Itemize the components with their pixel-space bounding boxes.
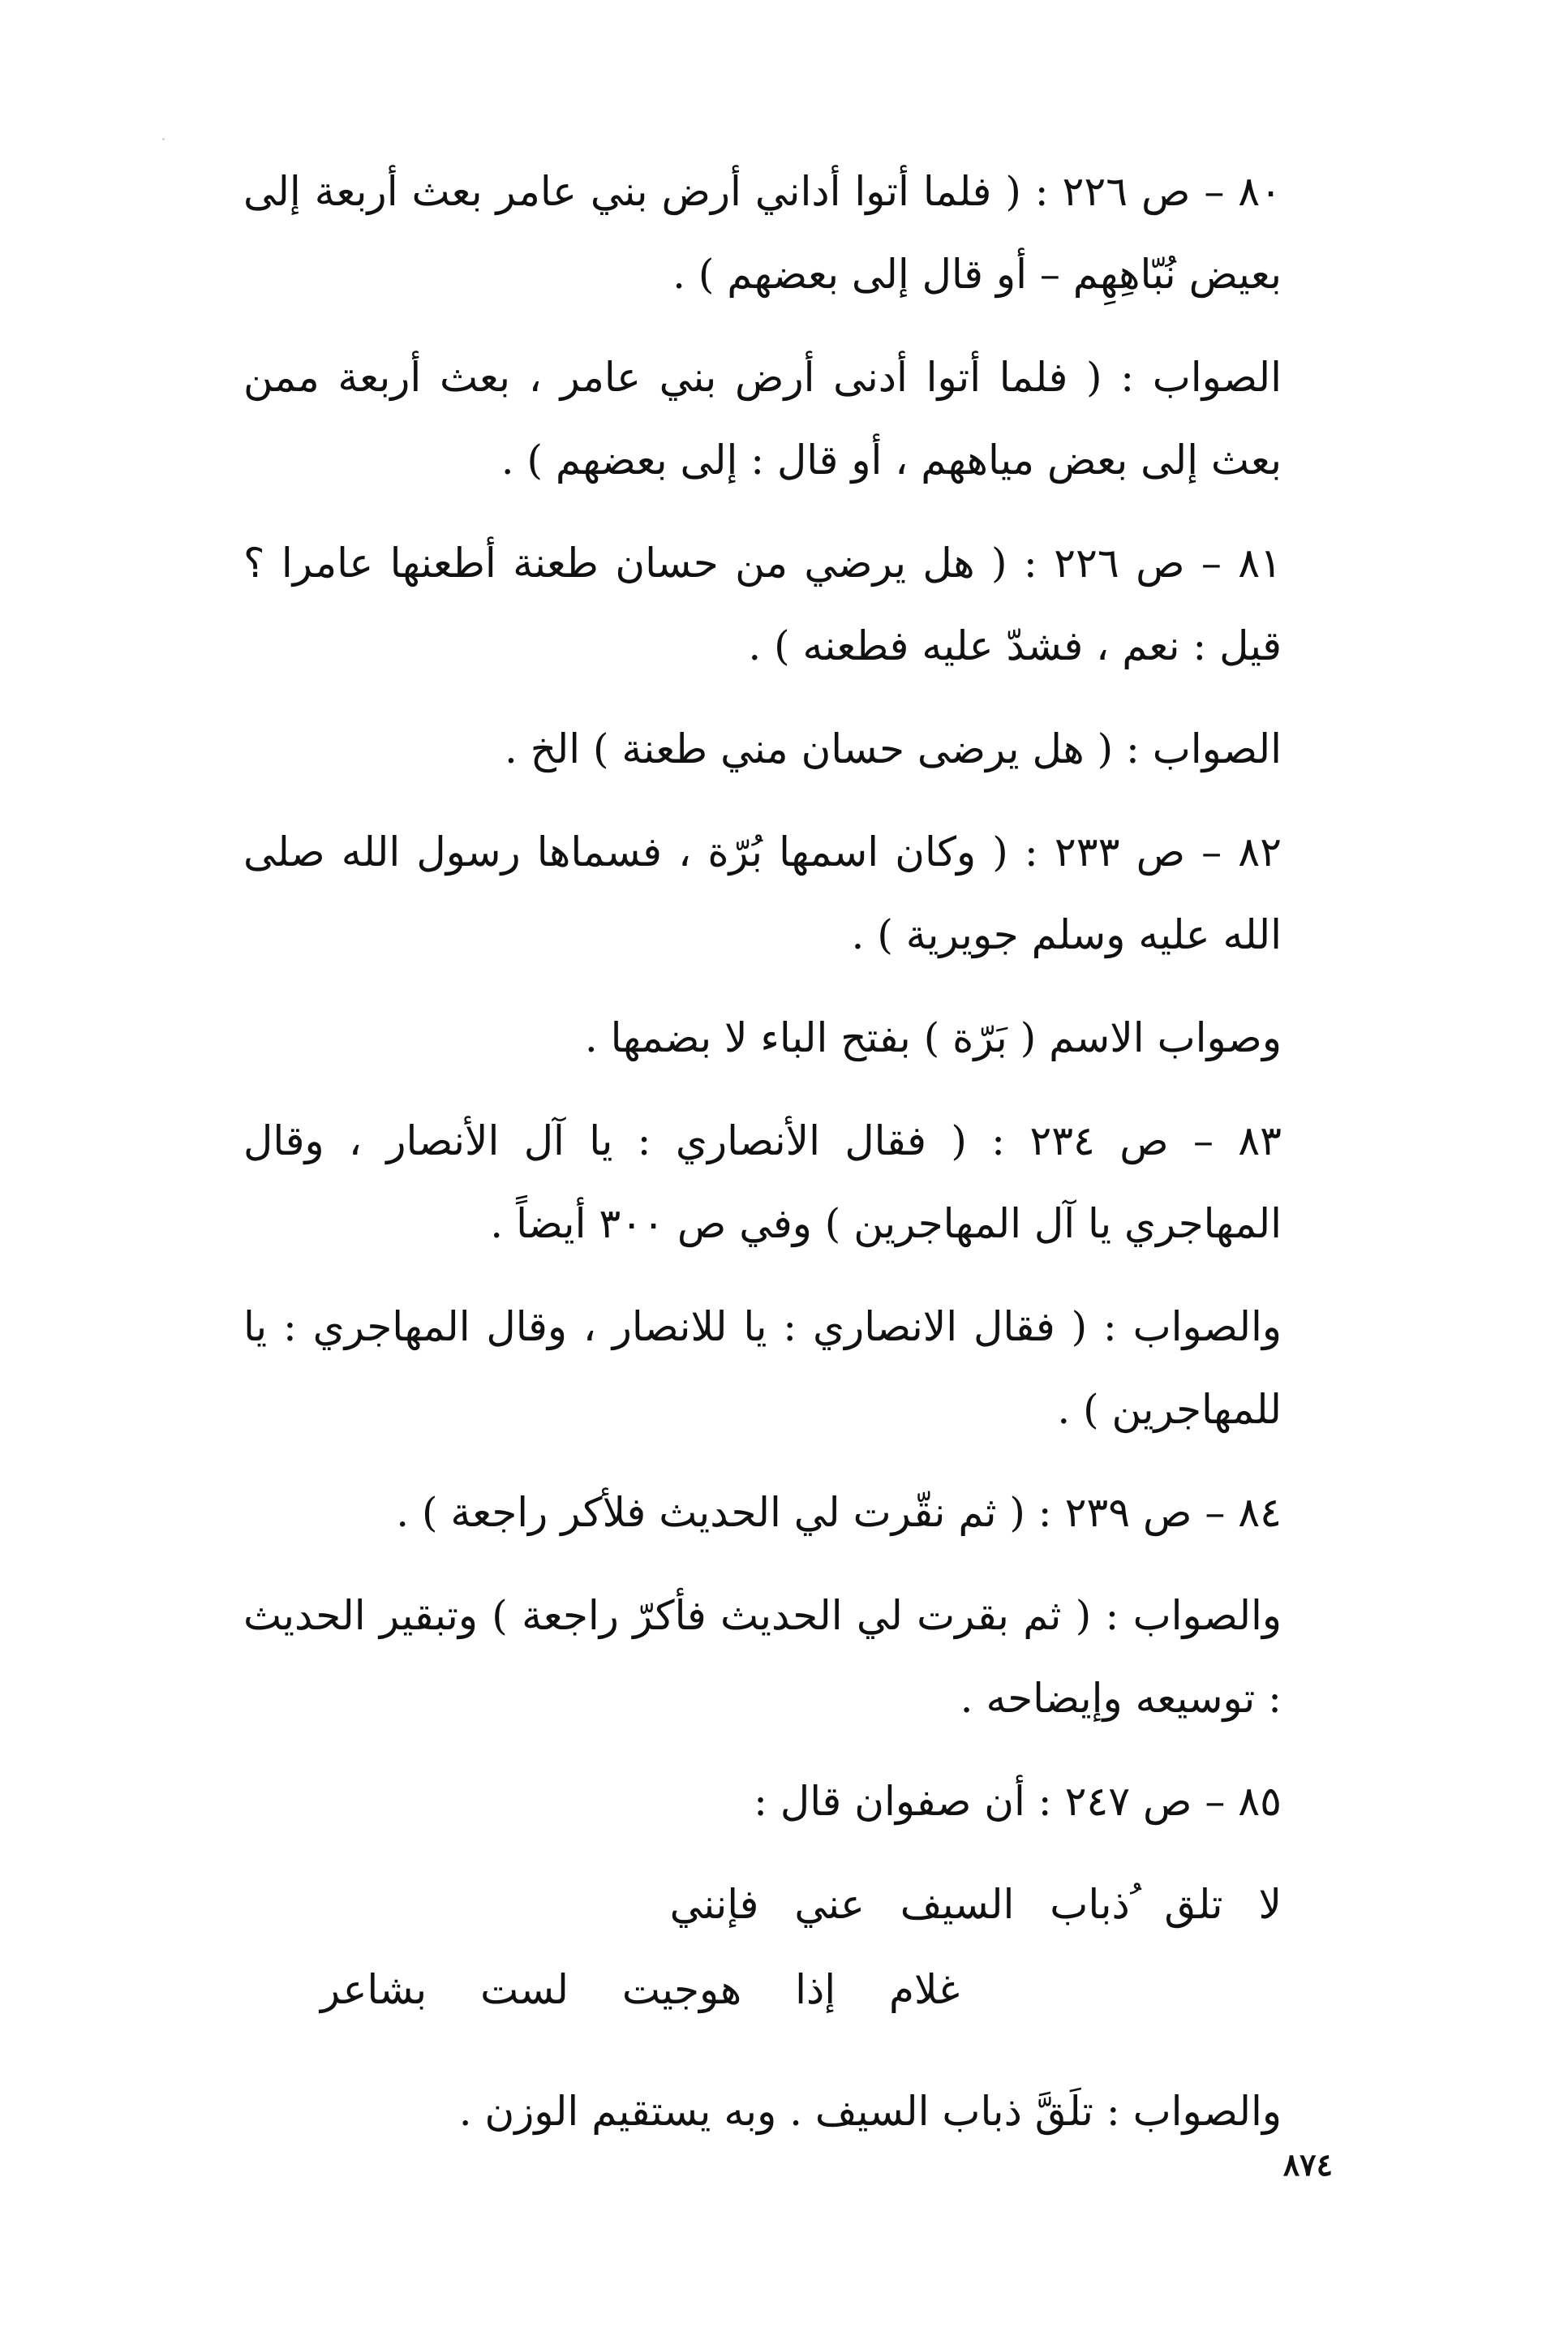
entry-83: ٨٣ – ص ٢٣٤ : ( فقال الأنصاري : يا آل الأنصار ، وقال المهاجري يا آل المهاجرين ) وفي ص ٣٠٠ أيضاً .	[243, 1117, 1282, 1247]
entry-84: ٨٤ – ص ٢٣٩ : ( ثم نقّرت لي الحديث فلأكر راجعة ) .	[396, 1489, 1282, 1536]
entry-80: ٨٠ – ص ٢٢٦ : ( فلما أتوا أداني أرض بني عامر بعث أربعة إلى بعيض نُبّاهِهِم – أو قال إلى بعضهم ) .	[243, 168, 1282, 298]
correction-85: والصواب : تلَقَّ ذباب السيف . وبه يستقيم الوزن .	[458, 2088, 1282, 2135]
poem-verse	[243, 1863, 1355, 2054]
poem-line-1: لا تلق ُذباب السيف عني فإنني	[669, 1881, 1282, 1928]
correction-80: الصواب : ( فلما أتوا أدنى أرض بني عامر ، بعث أربعة ممن بعث إلى بعض مياههم ، أو قال : إلى بعضهم ) .	[243, 354, 1282, 484]
correction-83: والصواب : ( فقال الانصاري : يا للانصار ، وقال المهاجري : يا للمهاجرين ) .	[243, 1303, 1282, 1433]
scan-speck	[162, 138, 165, 140]
entry-82: ٨٢ – ص ٢٣٣ : ( وكان اسمها بُرّة ، فسماها رسول الله صلى الله عليه وسلم جويرية ) .	[243, 828, 1282, 958]
entry-85: ٨٥ – ص ٢٤٧ : أن صفوان قال :	[754, 1778, 1282, 1825]
correction-82: وصواب الاسم ( بَرّة ) بفتح الباء لا بضمها .	[584, 1014, 1282, 1061]
entry-81: ٨١ – ص ٢٢٦ : ( هل يرضي من حسان طعنة أطعنها عامرا ؟ قيل : نعم ، فشدّ عليه فطعنه ) .	[243, 540, 1282, 669]
poem-line-2: غلام إذا هوجيت لست بشاعر	[320, 1966, 960, 2013]
correction-84: والصواب : ( ثم بقرت لي الحديث فأكرّ راجعة ) وتبقير الحديث : توسيعه وإيضاحه .	[243, 1592, 1282, 1722]
page-number: ٨٧٤	[1282, 2146, 1333, 2183]
correction-81: الصواب : ( هل يرضى حسان مني طعنة ) الخ .	[504, 725, 1282, 772]
main-text	[243, 150, 1355, 2173]
